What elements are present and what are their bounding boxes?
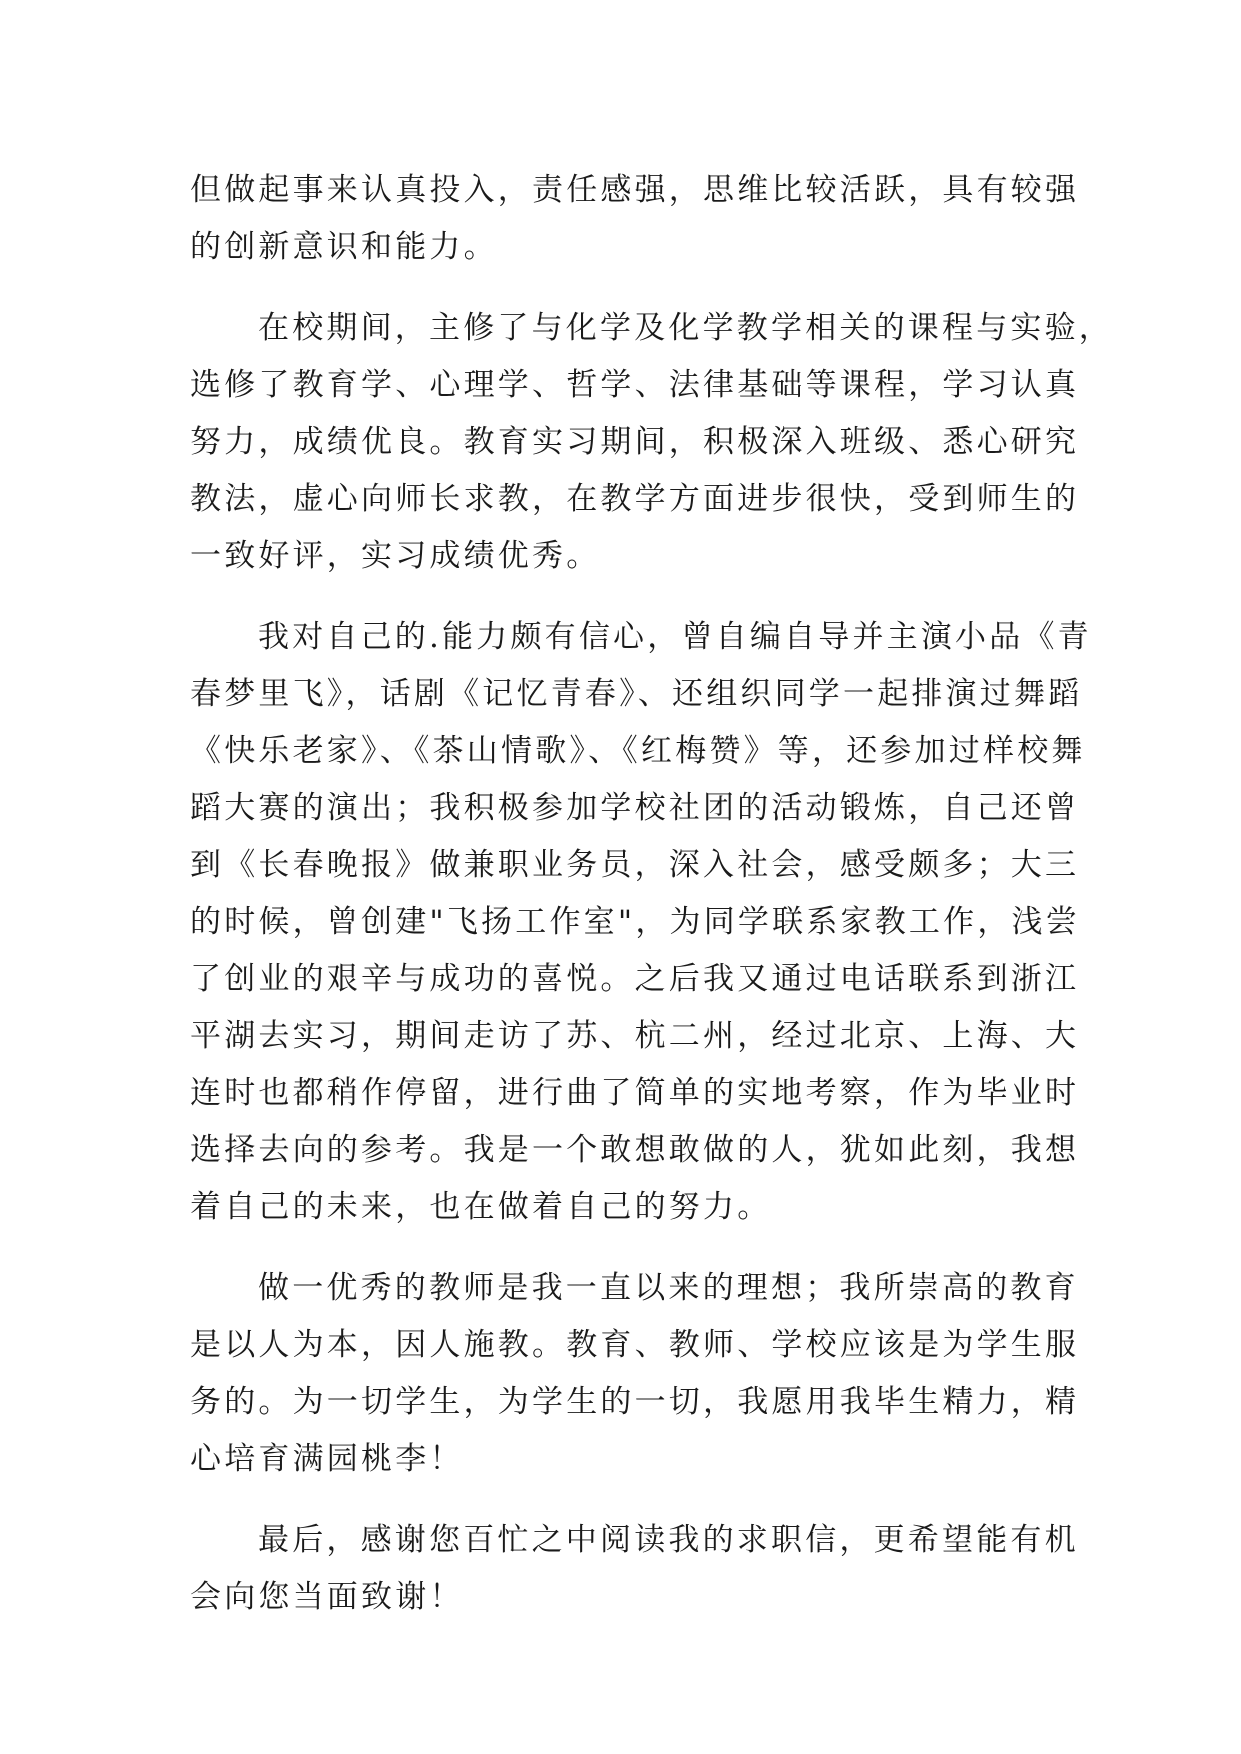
text-line: 《快乐老家》、《茶山情歌》、《红梅赞》等，还参加过样校舞 [190,733,1086,769]
text-line: 教法，虚心向师长求教，在教学方面进步很快，受到师生的 [190,481,1080,517]
text-line: 一致好评，实习成绩优秀。 [190,538,601,574]
paragraph-start-line: 做一优秀的教师是我一直以来的理想；我所崇高的教育 [258,1270,1079,1306]
text-line: 选择去向的参考。我是一个敢想敢做的人，犹如此刻，我想 [190,1132,1080,1168]
text-line: 到《长春晚报》做兼职业务员，深入社会，感受颇多；大三 [190,847,1080,883]
text-line: 蹈大赛的演出；我积极参加学校社团的活动锻炼，自己还曾 [190,790,1080,826]
text-line: 务的。为一切学生，为学生的一切，我愿用我毕生精力，精 [190,1384,1080,1420]
text-line: 努力，成绩优良。教育实习期间，积极深入班级、悉心研究 [190,424,1080,460]
text-line: 的创新意识和能力。 [190,229,498,265]
text-line: 的时候，曾创建"飞扬工作室"，为同学联系家教工作，浅尝 [190,904,1080,940]
text-line: 着自己的未来，也在做着自己的努力。 [190,1189,772,1225]
paragraph-start-line: 我对自己的.能力颇有信心，曾自编自导并主演小品《青 [258,619,1092,655]
text-line: 是以人为本，因人施教。教育、教师、学校应该是为学生服 [190,1327,1080,1363]
text-line: 会向您当面致谢！ [190,1579,464,1615]
text-line: 连时也都稍作停留，进行曲了简单的实地考察，作为毕业时 [190,1075,1080,1111]
text-line: 了创业的艰辛与成功的喜悦。之后我又通过电话联系到浙江 [190,961,1080,997]
text-line: 选修了教育学、心理学、哲学、法律基础等课程，学习认真 [190,367,1080,403]
text-line: 但做起事来认真投入，责任感强，思维比较活跃，具有较强 [190,172,1080,208]
text-line: 心培育满园桃李！ [190,1441,464,1477]
text-line: 春梦里飞》，话剧《记忆青春》、还组织同学一起排演过舞蹈 [190,676,1083,712]
text-line: 平湖去实习，期间走访了苏、杭二州，经过北京、上海、大 [190,1018,1080,1054]
paragraph-start-line: 在校期间，主修了与化学及化学教学相关的课程与实验， [258,310,1113,346]
paragraph-start-line: 最后，感谢您百忙之中阅读我的求职信，更希望能有机 [258,1522,1079,1558]
